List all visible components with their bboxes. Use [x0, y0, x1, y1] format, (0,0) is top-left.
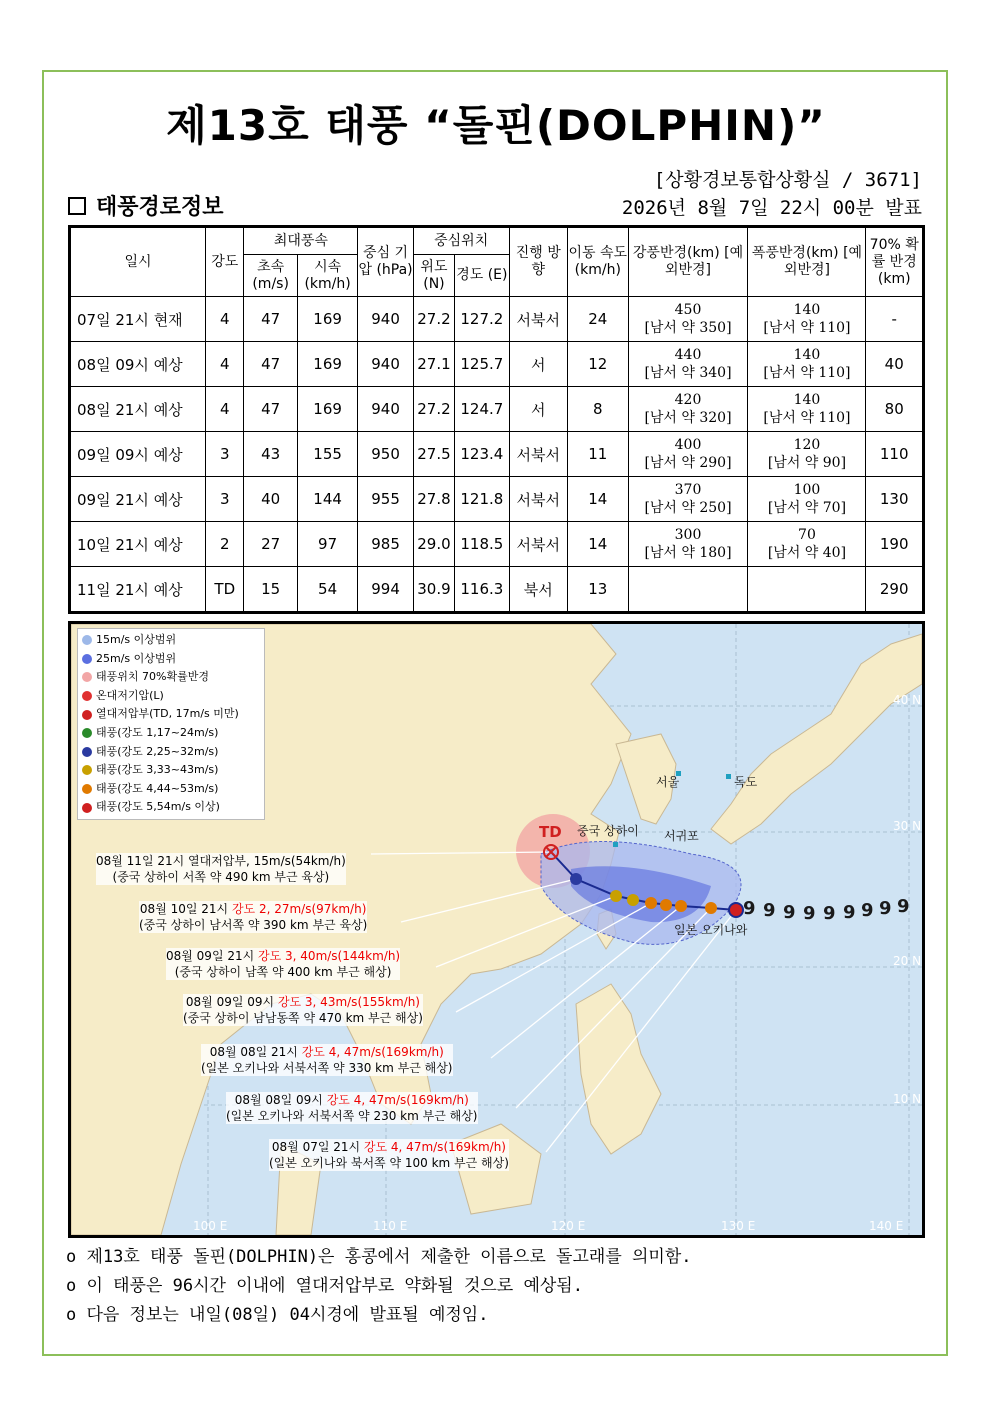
cell-pressure: 940 — [358, 297, 413, 342]
gale-radius-value: 300 — [674, 527, 702, 543]
cell-intensity: 4 — [206, 342, 244, 387]
legend-item — [82, 650, 260, 669]
cell-prob70: 40 — [866, 342, 924, 387]
notes — [66, 1243, 691, 1330]
header-gale-radius: 강풍반경(km) [예외반경] — [628, 227, 748, 297]
callout-line1 — [183, 994, 423, 1010]
storm-radius-value: 70 — [798, 527, 816, 543]
track-callout — [166, 948, 400, 980]
section-heading — [68, 190, 224, 221]
cell-storm-radius — [748, 567, 866, 613]
cell-storm-radius — [748, 342, 866, 387]
callout-line1 — [166, 948, 400, 964]
cell-gale-radius — [628, 342, 748, 387]
cell-prob70: 190 — [866, 522, 924, 567]
cell-speed: 11 — [568, 432, 628, 477]
cell-speed: 14 — [568, 477, 628, 522]
callout-time: 08월 08일 21시 — [209, 1045, 302, 1059]
legend-item — [82, 705, 260, 724]
cell-wind-ms: 47 — [244, 387, 297, 432]
cell-storm-radius — [748, 387, 866, 432]
cell-wind-kmh: 97 — [297, 522, 357, 567]
typhoon-intensity3-icon — [627, 894, 639, 906]
header-wind-kmh: 시속 (km/h) — [297, 255, 357, 297]
typhoon-intensity4-icon — [675, 900, 687, 912]
lon-label: 140 E — [869, 1219, 904, 1233]
legend-symbol-icon — [82, 654, 92, 664]
storm-radius-exception: [남서 약 110] — [763, 365, 851, 381]
callout-time: 08월 08일 09시 — [234, 1093, 327, 1107]
callout-location: (중국 상하이 서쪽 약 490 km 부근 육상) — [112, 870, 330, 884]
legend-symbol-icon — [82, 765, 92, 775]
cell-gale-radius — [628, 477, 748, 522]
header-intensity: 강도 — [206, 227, 244, 297]
cell-speed: 12 — [568, 342, 628, 387]
table-row — [70, 297, 924, 342]
legend-label: 태풍(강도 4,44~53m/s) — [96, 781, 219, 795]
cell-lat: 27.2 — [413, 387, 454, 432]
legend-item — [82, 798, 260, 817]
cell-lon: 118.5 — [455, 522, 509, 567]
callout-location: (중국 상하이 남서쪽 약 390 km 부근 육상) — [139, 918, 368, 932]
cell-intensity: 3 — [206, 477, 244, 522]
cell-prob70: 110 — [866, 432, 924, 477]
section-title: 태풍경로정보 — [96, 195, 224, 220]
header-speed: 이동 속도 (km/h) — [568, 227, 628, 297]
dokdo-marker — [726, 774, 731, 779]
cell-prob70: - — [866, 297, 924, 342]
cell-storm-radius — [748, 522, 866, 567]
legend-item — [82, 780, 260, 799]
typhoon-intensity4-icon — [660, 899, 672, 911]
table-row — [70, 342, 924, 387]
cell-prob70: 290 — [866, 567, 924, 613]
track-callout — [269, 1139, 509, 1171]
gale-radius-exception: [남서 약 320] — [644, 410, 732, 426]
callout-intensity: 강도 3, 43m/s(155km/h) — [277, 995, 420, 1009]
cell-wind-kmh: 144 — [297, 477, 357, 522]
storm-radius-value: 140 — [793, 392, 821, 408]
cell-storm-radius — [748, 477, 866, 522]
cell-datetime: 09일 09시 예상 — [70, 432, 206, 477]
cell-prob70: 80 — [866, 387, 924, 432]
gale-radius-value: 400 — [674, 437, 702, 453]
cell-intensity: TD — [206, 567, 244, 613]
callout-time: 08월 09일 09시 — [185, 995, 278, 1009]
map-legend — [77, 628, 265, 820]
callout-line1 — [96, 853, 346, 869]
legend-label: 태풍(강도 5,54m/s 이상) — [96, 800, 220, 814]
cell-gale-radius — [628, 432, 748, 477]
past-position-icon: 9 — [763, 900, 776, 921]
track-callout — [201, 1044, 453, 1076]
header-wind-ms: 초속 (m/s) — [244, 255, 297, 297]
callout-line1 — [139, 901, 367, 917]
gale-radius-exception: [남서 약 180] — [644, 545, 732, 561]
cell-direction: 서북서 — [509, 297, 567, 342]
legend-item — [82, 743, 260, 762]
legend-symbol-icon — [82, 803, 92, 813]
td-label: TD — [539, 823, 562, 841]
lat-label: 30 N — [893, 819, 922, 833]
storm-radius-value: 140 — [793, 302, 821, 318]
note-line: o 제13호 태풍 돌핀(DOLPHIN)은 홍콩에서 제출한 이름으로 돌고래를 의미함. — [66, 1247, 692, 1267]
legend-symbol-icon — [82, 784, 92, 794]
cell-lon: 123.4 — [455, 432, 509, 477]
cell-wind-ms: 47 — [244, 342, 297, 387]
legend-item — [82, 687, 260, 706]
cell-datetime: 08일 21시 예상 — [70, 387, 206, 432]
cell-pressure: 940 — [358, 342, 413, 387]
callout-intensity: 강도 4, 47m/s(169km/h) — [326, 1093, 469, 1107]
cell-gale-radius — [628, 522, 748, 567]
cell-lat: 27.1 — [413, 342, 454, 387]
cell-speed: 8 — [568, 387, 628, 432]
cell-gale-radius — [628, 297, 748, 342]
legend-item — [82, 761, 260, 780]
legend-label: 태풍위치 70%확률반경 — [96, 670, 209, 684]
callout-line1 — [269, 1139, 509, 1155]
place-okinawa: 일본 오키나와 — [674, 923, 748, 937]
callout-location: (중국 상하이 남남동쪽 약 470 km 부근 해상) — [183, 1011, 423, 1025]
header-lat: 위도 (N) — [413, 255, 454, 297]
callout-location: (일본 오키나와 북서쪽 약 100 km 부근 해상) — [269, 1156, 509, 1170]
cell-lat: 29.0 — [413, 522, 454, 567]
callout-time: 08월 11일 21시 열대저압부, 15m/s(54km/h) — [96, 854, 346, 868]
cell-direction: 서 — [509, 387, 567, 432]
cell-pressure: 994 — [358, 567, 413, 613]
past-position-icon: 9 — [843, 902, 856, 923]
gale-radius-exception: [남서 약 290] — [644, 455, 732, 471]
legend-symbol-icon — [82, 728, 92, 738]
gale-radius-value: 450 — [674, 302, 702, 318]
cell-intensity: 2 — [206, 522, 244, 567]
cell-lon: 124.7 — [455, 387, 509, 432]
legend-symbol-icon — [82, 691, 92, 701]
callout-intensity: 강도 4, 47m/s(169km/h) — [363, 1140, 506, 1154]
cell-wind-kmh: 169 — [297, 342, 357, 387]
typhoon-intensity3-icon — [610, 890, 622, 902]
cell-lat: 27.5 — [413, 432, 454, 477]
gale-radius-value: 420 — [674, 392, 702, 408]
issued-time: 2026년 8월 7일 22시 00분 발표 — [621, 197, 922, 219]
track-callout — [226, 1092, 478, 1124]
cell-lat: 27.8 — [413, 477, 454, 522]
header-max-wind: 최대풍속 — [244, 227, 358, 255]
callout-intensity: 강도 2, 27m/s(97km/h) — [231, 902, 367, 916]
cell-lon: 116.3 — [455, 567, 509, 613]
lon-label: 110 E — [373, 1219, 408, 1233]
legend-item — [82, 668, 260, 687]
past-position-icon: 9 — [879, 898, 892, 919]
legend-item — [82, 724, 260, 743]
past-position-icon: 9 — [803, 903, 816, 924]
legend-label: 온대저기압(L) — [96, 688, 164, 702]
cell-intensity: 4 — [206, 387, 244, 432]
past-position-icon: 9 — [823, 903, 836, 924]
cell-speed: 24 — [568, 297, 628, 342]
callout-line1 — [201, 1044, 453, 1060]
callout-location: (일본 오키나와 서북서쪽 약 230 km 부근 해상) — [226, 1109, 478, 1123]
cell-datetime: 11일 21시 예상 — [70, 567, 206, 613]
cell-pressure: 955 — [358, 477, 413, 522]
cell-direction: 서북서 — [509, 477, 567, 522]
cell-wind-ms: 47 — [244, 297, 297, 342]
cell-gale-radius — [628, 567, 748, 613]
gale-radius-exception: [남서 약 340] — [644, 365, 732, 381]
table-row — [70, 522, 924, 567]
lat-label: 40 N — [893, 693, 922, 707]
storm-radius-exception: [남서 약 90] — [767, 455, 847, 471]
cell-storm-radius — [748, 432, 866, 477]
callout-intensity: 강도 3, 40m/s(144km/h) — [258, 949, 401, 963]
header-storm-radius: 폭풍반경(km) [예외반경] — [748, 227, 866, 297]
storm-radius-exception: [남서 약 40] — [767, 545, 847, 561]
callout-time: 08월 10일 21시 — [139, 902, 232, 916]
shanghai-marker — [613, 842, 618, 847]
cell-lon: 127.2 — [455, 297, 509, 342]
note-line: o 다음 정보는 내일(08일) 04시경에 발표될 예정임. — [66, 1305, 489, 1325]
note-line: o 이 태풍은 96시간 이내에 열대저압부로 약화될 것으로 예상됨. — [66, 1276, 583, 1296]
legend-label: 25m/s 이상범위 — [96, 651, 177, 665]
storm-radius-exception: [남서 약 110] — [763, 320, 851, 336]
legend-label: 태풍(강도 3,33~43m/s) — [96, 763, 219, 777]
legend-symbol-icon — [82, 635, 92, 645]
cell-gale-radius — [628, 387, 748, 432]
checkbox-icon — [68, 197, 86, 215]
cell-pressure: 950 — [358, 432, 413, 477]
legend-label: 태풍(강도 1,17~24m/s) — [96, 725, 219, 739]
cell-direction: 북서 — [509, 567, 567, 613]
past-position-icon: 9 — [897, 896, 910, 917]
cell-lat: 30.9 — [413, 567, 454, 613]
cell-storm-radius — [748, 297, 866, 342]
lon-label: 130 E — [721, 1219, 756, 1233]
typhoon-current-icon — [729, 903, 743, 917]
cell-speed: 14 — [568, 522, 628, 567]
table-row — [70, 432, 924, 477]
legend-label: 15m/s 이상범위 — [96, 633, 177, 646]
header-center: 중심위치 — [413, 227, 509, 255]
cell-wind-ms: 27 — [244, 522, 297, 567]
table-row — [70, 477, 924, 522]
cell-intensity: 3 — [206, 432, 244, 477]
past-position-icon: 9 — [743, 898, 756, 919]
lat-label: 10 N — [893, 1092, 922, 1106]
track-callout — [139, 901, 367, 933]
track-callout — [96, 853, 346, 885]
cell-datetime: 07일 21시 현재 — [70, 297, 206, 342]
gale-radius-exception: [남서 약 250] — [644, 500, 732, 516]
gale-radius-value: 370 — [674, 482, 702, 498]
legend-label: 태풍(강도 2,25~32m/s) — [96, 744, 219, 758]
legend-symbol-icon — [82, 672, 92, 682]
cell-wind-ms: 40 — [244, 477, 297, 522]
header-prob70: 70% 확률 반경 (km) — [866, 227, 924, 297]
cell-datetime: 08일 09시 예상 — [70, 342, 206, 387]
place-dokdo: 독도 — [734, 775, 758, 789]
cell-prob70: 130 — [866, 477, 924, 522]
place-shanghai: 중국 상하이 — [577, 824, 639, 838]
table-row — [70, 567, 924, 613]
legend-symbol-icon — [82, 710, 92, 720]
cell-wind-kmh: 155 — [297, 432, 357, 477]
track-map — [68, 621, 925, 1238]
legend-label: 열대저압부(TD, 17m/s 미만) — [96, 707, 239, 721]
cell-direction: 서북서 — [509, 432, 567, 477]
cell-wind-kmh: 54 — [297, 567, 357, 613]
cell-intensity: 4 — [206, 297, 244, 342]
lon-label: 120 E — [551, 1219, 586, 1233]
cell-lon: 121.8 — [455, 477, 509, 522]
lat-label: 20 N — [893, 954, 922, 968]
storm-radius-value: 120 — [793, 437, 821, 453]
lon-label: 100 E — [193, 1219, 228, 1233]
cell-wind-kmh: 169 — [297, 297, 357, 342]
track-callout — [183, 994, 423, 1026]
storm-radius-exception: [남서 약 70] — [767, 500, 847, 516]
callout-location: (일본 오키나와 서북서쪽 약 330 km 부근 해상) — [201, 1061, 453, 1075]
typhoon-intensity4-icon — [645, 897, 657, 909]
callout-location: (중국 상하이 남쪽 약 400 km 부근 해상) — [174, 965, 392, 979]
typhoon-track-table — [68, 225, 925, 614]
legend-symbol-icon — [82, 747, 92, 757]
callout-intensity: 강도 4, 47m/s(169km/h) — [301, 1045, 444, 1059]
office-label: [상황경보통합상황실 / 3671] — [653, 169, 922, 191]
legend-item — [82, 631, 260, 650]
cell-speed: 13 — [568, 567, 628, 613]
typhoon-intensity4-icon — [705, 902, 717, 914]
cell-lon: 125.7 — [455, 342, 509, 387]
past-position-icon: 9 — [861, 900, 874, 921]
cell-wind-ms: 15 — [244, 567, 297, 613]
gale-radius-value: 440 — [674, 347, 702, 363]
table-row — [70, 387, 924, 432]
cell-datetime: 10일 21시 예상 — [70, 522, 206, 567]
cell-wind-kmh: 169 — [297, 387, 357, 432]
header-lon: 경도 (E) — [455, 255, 509, 297]
cell-lat: 27.2 — [413, 297, 454, 342]
cell-direction: 서북서 — [509, 522, 567, 567]
storm-radius-value: 100 — [793, 482, 821, 498]
cell-direction: 서 — [509, 342, 567, 387]
place-seogwipo: 서귀포 — [664, 829, 699, 843]
past-position-icon: 9 — [783, 902, 796, 923]
header-direction: 진행 방향 — [509, 227, 567, 297]
cell-datetime: 09일 21시 예상 — [70, 477, 206, 522]
place-seoul: 서울 — [656, 775, 680, 789]
page-title: 제13호 태풍 “돌핀(DOLPHIN)” — [166, 101, 826, 150]
header-pressure: 중심 기압 (hPa) — [358, 227, 413, 297]
callout-line1 — [226, 1092, 478, 1108]
cell-pressure: 985 — [358, 522, 413, 567]
table-body — [70, 297, 924, 613]
callout-time: 08월 09일 21시 — [166, 949, 259, 963]
header-datetime: 일시 — [70, 227, 206, 297]
typhoon-intensity2-icon — [570, 873, 582, 885]
cell-wind-ms: 43 — [244, 432, 297, 477]
storm-radius-exception: [남서 약 110] — [763, 410, 851, 426]
gale-radius-exception: [남서 약 350] — [644, 320, 732, 336]
callout-time: 08월 07일 21시 — [271, 1140, 364, 1154]
cell-pressure: 940 — [358, 387, 413, 432]
storm-radius-value: 140 — [793, 347, 821, 363]
